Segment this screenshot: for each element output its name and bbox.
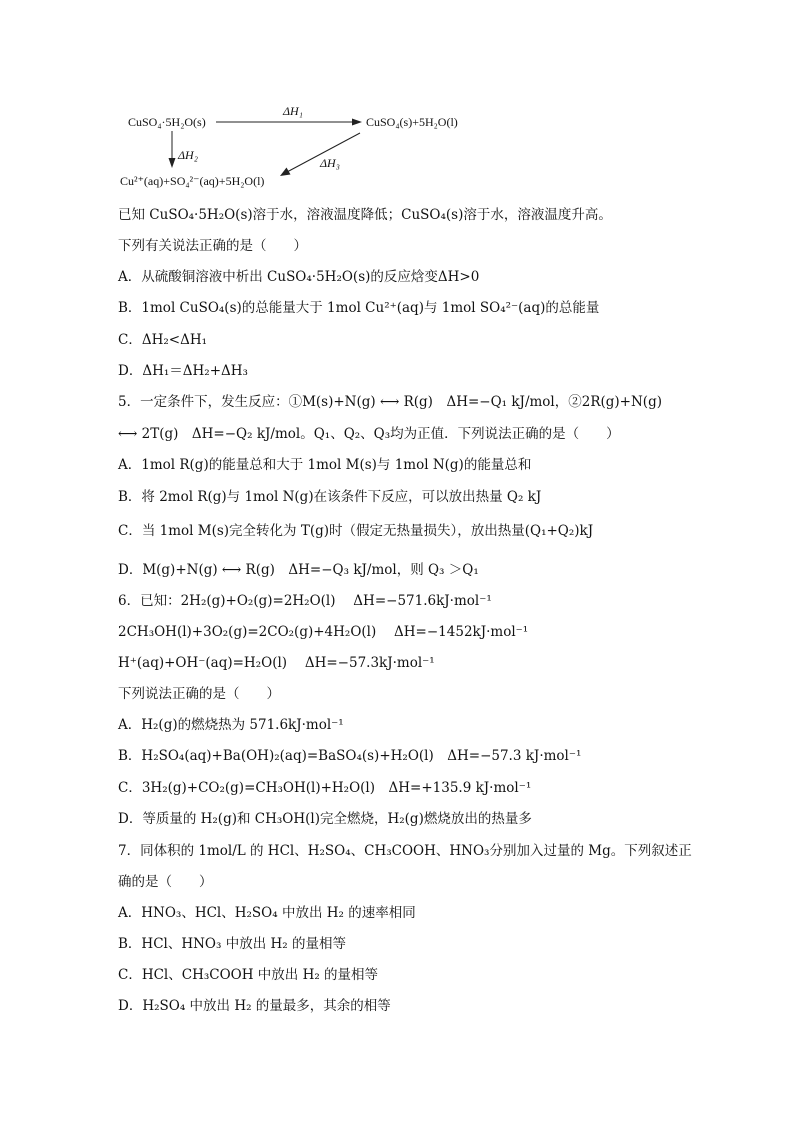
question-prompt: 下列有关说法正确的是（ ） (118, 238, 307, 254)
node-cuso4-water: CuSO₄(s)+5H₂O(l) (366, 115, 458, 129)
equation: H⁺(aq)+OH⁻(aq)=H₂O(l) ΔH=−57.3kJ·mol⁻¹ (118, 655, 435, 671)
equation: 2CH₃OH(l)+3O₂(g)=2CO₂(g)+4H₂O(l) ΔH=−1452kJ·mol⁻¹ (118, 624, 529, 640)
option-a: A．H₂(g)的燃烧热为 571.6kJ·mol⁻¹ (118, 717, 344, 733)
option-a: A．HNO₃、HCl、H₂SO₄ 中放出 H₂ 的速率相同 (118, 905, 416, 921)
option-a: A．从硫酸铜溶液中析出 CuSO₄·5H₂O(s)的反应焓变ΔH>0 (118, 269, 480, 285)
option-d: D．ΔH₁＝ΔH₂+ΔH₃ (118, 363, 248, 379)
node-cuso4-pentahydrate: CuSO₄·5H₂O(s) (128, 115, 206, 129)
label-dh2: ΔH₂ (178, 148, 198, 162)
option-c: C．HCl、CH₃COOH 中放出 H₂ 的量相等 (118, 967, 379, 983)
option-b: B．将 2mol R(g)与 1mol N(g)在该条件下反应，可以放出热量 Q₂ kJ (118, 489, 542, 505)
question-5-cont: ⟷ 2T(g) ΔH=−Q₂ kJ/mol。Q₁、Q₂、Q₃均为正值．下列说法正确的是（ ） (118, 426, 620, 442)
option-c: C．当 1mol M(s)完全转化为 T(g)时（假定无热量损失），放出热量(Q₁+Q₂)kJ (118, 523, 594, 539)
text-line: 已知 CuSO₄·5H₂O(s)溶于水，溶液温度降低；CuSO₄(s)溶于水，溶液温度升高。 (118, 207, 612, 223)
option-d: D．M(g)+N(g) ⟷ R(g) ΔH=−Q₃ kJ/mol，则 Q₃ ＞Q₁ (118, 562, 479, 578)
question-7-cont: 确的是（ ） (118, 874, 213, 890)
node-ions: Cu²⁺(aq)+SO₄²⁻(aq)+5H₂O(l) (120, 174, 265, 188)
question-prompt: 下列说法正确的是（ ） (118, 686, 280, 702)
option-c: C．3H₂(g)+CO₂(g)=CH₃OH(l)+H₂O(l) ΔH=+135.9 kJ·mol⁻¹ (118, 780, 532, 796)
option-b: B．H₂SO₄(aq)+Ba(OH)₂(aq)=BaSO₄(s)+H₂O(l) ΔH=−57.3 kJ·mol⁻¹ (118, 748, 582, 764)
question-7: 7．同体积的 1mol/L 的 HCl、H₂SO₄、CH₃COOH、HNO₃分别加入过量的 Mg。下列叙述正 (118, 843, 692, 859)
option-b: B．1mol CuSO₄(s)的总能量大于 1mol Cu²⁺(aq)与 1mol SO₄²⁻(aq)的总能量 (118, 300, 600, 316)
option-d: D．H₂SO₄ 中放出 H₂ 的量最多，其余的相等 (118, 998, 391, 1014)
label-dh1: ΔH₁ (283, 104, 303, 118)
option-b: B．HCl、HNO₃ 中放出 H₂ 的量相等 (118, 936, 346, 952)
question-6: 6．已知：2H₂(g)+O₂(g)=2H₂O(l) ΔH=−571.6kJ·mol⁻¹ (118, 593, 492, 609)
option-d: D．等质量的 H₂(g)和 CH₃OH(l)完全燃烧，H₂(g)燃烧放出的热量多 (118, 811, 532, 827)
label-dh3: ΔH₃ (320, 156, 340, 170)
option-a: A．1mol R(g)的能量总和大于 1mol M(s)与 1mol N(g)的能量总和 (118, 457, 532, 473)
energy-cycle-arrows (0, 0, 794, 200)
option-c: C．ΔH₂<ΔH₁ (118, 332, 208, 348)
question-5: 5．一定条件下，发生反应：①M(s)+N(g) ⟷ R(g) ΔH=−Q₁ kJ/mol，②2R(g)+N(g) (118, 394, 662, 410)
